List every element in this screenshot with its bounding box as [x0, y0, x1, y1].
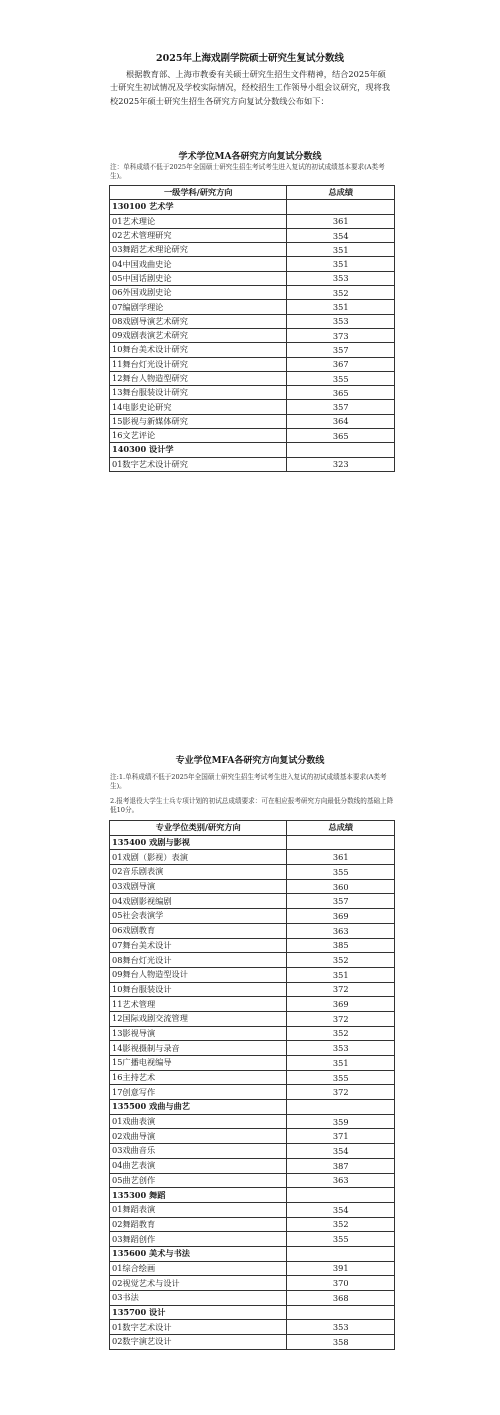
table-row: [110, 923, 395, 938]
direction-cell: 15影视与新媒体研究: [110, 414, 287, 428]
direction-cell: 05曲艺创作: [110, 1173, 287, 1188]
direction-cell: 01舞蹈表演: [110, 1202, 287, 1217]
direction-cell: 10舞台服装设计: [110, 982, 287, 997]
score-cell: 355: [287, 1232, 395, 1247]
score-cell: 369: [287, 997, 395, 1012]
direction-cell: 03戏曲音乐: [110, 1144, 287, 1159]
score-cell: 352: [287, 1026, 395, 1041]
direction-cell: 07舞台美术设计: [110, 938, 287, 953]
table-row: [110, 457, 395, 471]
score-cell: 353: [287, 1041, 395, 1056]
table-row: [110, 865, 395, 880]
table-row: [110, 1026, 395, 1041]
direction-cell: 15广播电视编导: [110, 1056, 287, 1071]
score-cell: 363: [287, 923, 395, 938]
score-cell: 351: [287, 1056, 395, 1071]
group-row: [110, 1246, 395, 1261]
score-cell: 354: [287, 228, 395, 242]
direction-cell: 03舞蹈创作: [110, 1232, 287, 1247]
score-cell: 372: [287, 982, 395, 997]
direction-cell: 11艺术管理: [110, 997, 287, 1012]
table-row: [110, 1232, 395, 1247]
score-cell: 368: [287, 1291, 395, 1306]
direction-cell: 13舞台服装设计研究: [110, 386, 287, 400]
group-row: [110, 443, 395, 457]
table-row: [110, 938, 395, 953]
mfa-section-title: 专业学位MFA各研究方向复试分数线: [175, 756, 325, 766]
table-row: [110, 850, 395, 865]
direction-cell: 08戏剧导演艺术研究: [110, 314, 287, 328]
direction-cell: 14电影史论研究: [110, 400, 287, 414]
score-cell: 372: [287, 1011, 395, 1026]
score-cell: 357: [287, 343, 395, 357]
direction-cell: 01戏曲表演: [110, 1114, 287, 1129]
table-row: [110, 300, 395, 314]
group-name: 135600 美术与书法: [110, 1246, 287, 1261]
column-header-direction: 专业学位类别/研究方向: [110, 821, 287, 836]
direction-cell: 01戏剧（影视）表演: [110, 850, 287, 865]
direction-cell: 05社会表演学: [110, 909, 287, 924]
direction-cell: 02戏曲导演: [110, 1129, 287, 1144]
group-name: 135500 戏曲与曲艺: [110, 1100, 287, 1115]
score-cell: 359: [287, 1114, 395, 1129]
table-row: [110, 386, 395, 400]
table-row: [110, 214, 395, 228]
score-cell: 352: [287, 953, 395, 968]
score-cell: 354: [287, 1144, 395, 1159]
direction-cell: 05中国话剧史论: [110, 271, 287, 285]
direction-cell: 13影视导演: [110, 1026, 287, 1041]
score-cell: 360: [287, 879, 395, 894]
score-cell: 391: [287, 1261, 395, 1276]
table-row: [110, 1320, 395, 1335]
table-row: [110, 314, 395, 328]
score-cell: 363: [287, 1173, 395, 1188]
direction-cell: 17创意写作: [110, 1085, 287, 1100]
ma-section-title: 学术学位MA各研究方向复试分数线: [178, 152, 322, 162]
table-header-row: [110, 821, 395, 836]
table-row: [110, 1158, 395, 1173]
group-score-empty: [287, 1305, 395, 1320]
intro-paragraph: 根据教育部、上海市教委有关硕士研究生招生文件精神，结合2025年硕士研究生初试情况及学校实际情况，经校招生工作领导小组会议研究，现将我校2025年硕士研究生招生各研究方向复试分数线公布如下：: [110, 69, 391, 106]
direction-cell: 02视觉艺术与设计: [110, 1276, 287, 1291]
group-row: [110, 1100, 395, 1115]
table-row: [110, 1129, 395, 1144]
table-row: [110, 1144, 395, 1159]
direction-cell: 16主持艺术: [110, 1070, 287, 1085]
table-row: [110, 371, 395, 385]
table-row: [110, 400, 395, 414]
ma-score-table: [109, 185, 395, 472]
score-cell: 387: [287, 1158, 395, 1173]
table-row: [110, 1202, 395, 1217]
direction-cell: 08舞台灯光设计: [110, 953, 287, 968]
score-cell: 355: [287, 371, 395, 385]
direction-cell: 01数字艺术设计研究: [110, 457, 287, 471]
direction-cell: 09舞台人物造型设计: [110, 967, 287, 982]
score-cell: 352: [287, 1217, 395, 1232]
table-row: [110, 328, 395, 342]
table-row: [110, 1173, 395, 1188]
direction-cell: 12国际戏剧交流管理: [110, 1011, 287, 1026]
table-row: [110, 1070, 395, 1085]
direction-cell: 01艺术理论: [110, 214, 287, 228]
score-cell: 353: [287, 1320, 395, 1335]
score-cell: 355: [287, 1070, 395, 1085]
direction-cell: 10舞台美术设计研究: [110, 343, 287, 357]
table-row: [110, 1056, 395, 1071]
table-row: [110, 271, 395, 285]
score-cell: 355: [287, 865, 395, 880]
score-cell: 365: [287, 386, 395, 400]
direction-cell: 06外国戏剧史论: [110, 286, 287, 300]
table-row: [110, 357, 395, 371]
direction-cell: 02艺术管理研究: [110, 228, 287, 242]
mfa-score-table: [109, 820, 395, 1350]
table-row: [110, 1291, 395, 1306]
score-cell: 367: [287, 357, 395, 371]
group-score-empty: [287, 200, 395, 214]
group-name: 135700 设计: [110, 1305, 287, 1320]
direction-cell: 02数字演艺设计: [110, 1335, 287, 1350]
table-row: [110, 228, 395, 242]
group-score-empty: [287, 1246, 395, 1261]
table-row: [110, 997, 395, 1012]
group-name: 135400 戏剧与影视: [110, 835, 287, 850]
table-row: [110, 243, 395, 257]
table-header-row: [110, 186, 395, 200]
table-row: [110, 982, 395, 997]
group-score-empty: [287, 1100, 395, 1115]
direction-cell: 03书法: [110, 1291, 287, 1306]
direction-cell: 12舞台人物造型研究: [110, 371, 287, 385]
direction-cell: 03舞蹈艺术理论研究: [110, 243, 287, 257]
table-row: [110, 257, 395, 271]
direction-cell: 01数字艺术设计: [110, 1320, 287, 1335]
table-row: [110, 967, 395, 982]
score-cell: 358: [287, 1335, 395, 1350]
table-row: [110, 343, 395, 357]
score-cell: 354: [287, 1202, 395, 1217]
direction-cell: 04戏剧影视编剧: [110, 894, 287, 909]
group-name: 135300 舞蹈: [110, 1188, 287, 1203]
direction-cell: 04曲艺表演: [110, 1158, 287, 1173]
group-row: [110, 1305, 395, 1320]
group-row: [110, 200, 395, 214]
table-row: [110, 909, 395, 924]
score-cell: 361: [287, 850, 395, 865]
direction-cell: 16文艺评论: [110, 429, 287, 443]
table-row: [110, 1011, 395, 1026]
score-cell: 372: [287, 1085, 395, 1100]
ma-note: 注：单科成绩不低于2025年全国硕士研究生招生考试考生进入复试的初试成绩基本要求(A类考生)。: [110, 163, 385, 181]
score-cell: 357: [287, 894, 395, 909]
direction-cell: 14影视摄制与录音: [110, 1041, 287, 1056]
table-row: [110, 879, 395, 894]
table-row: [110, 429, 395, 443]
group-row: [110, 1188, 395, 1203]
score-cell: 351: [287, 967, 395, 982]
direction-cell: 09戏剧表演艺术研究: [110, 328, 287, 342]
column-header-score: 总成绩: [287, 821, 395, 836]
score-cell: 361: [287, 214, 395, 228]
direction-cell: 06戏剧教育: [110, 923, 287, 938]
table-row: [110, 1217, 395, 1232]
mfa-note-2: 2.报考退役大学生士兵专项计划的初试总成绩要求：可在相应报考研究方向最低分数线的基础上降低10分。: [110, 797, 394, 815]
direction-cell: 02舞蹈教育: [110, 1217, 287, 1232]
score-cell: 370: [287, 1276, 395, 1291]
direction-cell: 02音乐剧表演: [110, 865, 287, 880]
column-header-score: 总成绩: [287, 186, 395, 200]
table-row: [110, 414, 395, 428]
score-cell: 353: [287, 271, 395, 285]
group-name: 140300 设计学: [110, 443, 287, 457]
score-cell: 365: [287, 429, 395, 443]
table-row: [110, 1276, 395, 1291]
group-row: [110, 835, 395, 850]
column-header-direction: 一级学科/研究方向: [110, 186, 287, 200]
group-score-empty: [287, 835, 395, 850]
table-row: [110, 286, 395, 300]
score-cell: 357: [287, 400, 395, 414]
table-row: [110, 894, 395, 909]
score-cell: 353: [287, 314, 395, 328]
score-cell: 351: [287, 243, 395, 257]
table-row: [110, 1041, 395, 1056]
direction-cell: 04中国戏曲史论: [110, 257, 287, 271]
mfa-note-1: 注:1.单科成绩不低于2025年全国硕士研究生招生考试考生进入复试的初试成绩基本要求(A类考生)。: [110, 773, 387, 791]
group-score-empty: [287, 443, 395, 457]
group-name: 130100 艺术学: [110, 200, 287, 214]
score-cell: 373: [287, 328, 395, 342]
direction-cell: 03戏剧导演: [110, 879, 287, 894]
score-cell: 323: [287, 457, 395, 471]
direction-cell: 11舞台灯光设计研究: [110, 357, 287, 371]
table-row: [110, 1114, 395, 1129]
direction-cell: 01综合绘画: [110, 1261, 287, 1276]
score-cell: 364: [287, 414, 395, 428]
direction-cell: 07编剧学理论: [110, 300, 287, 314]
score-cell: 385: [287, 938, 395, 953]
score-cell: 351: [287, 300, 395, 314]
table-row: [110, 1335, 395, 1350]
table-row: [110, 1261, 395, 1276]
score-cell: 371: [287, 1129, 395, 1144]
table-row: [110, 1085, 395, 1100]
score-cell: 352: [287, 286, 395, 300]
score-cell: 351: [287, 257, 395, 271]
table-row: [110, 953, 395, 968]
score-cell: 369: [287, 909, 395, 924]
document-title: 2025年上海戏剧学院硕士研究生复试分数线: [156, 53, 344, 64]
group-score-empty: [287, 1188, 395, 1203]
